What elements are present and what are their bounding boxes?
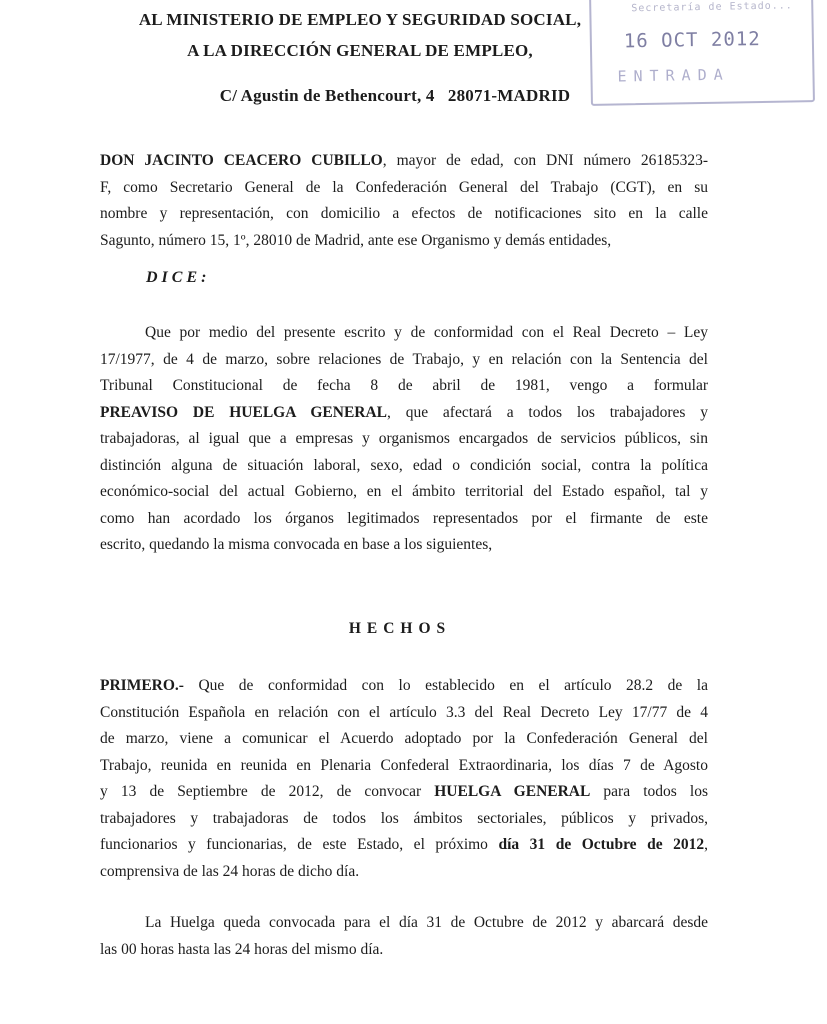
primero-line-1 xyxy=(100,673,708,700)
primero-line-7 xyxy=(100,832,708,859)
primero-line-5 xyxy=(100,779,708,806)
address-street: C/ Agustin de Bethencourt, 4 xyxy=(219,86,435,105)
body-paragraph xyxy=(100,320,708,559)
primero-line-4: Trabajo, reunida en reunida en Plenaria Confederal Extraordinaria, los días 7 de Agosto xyxy=(100,756,708,774)
body-line-2: 17/1977, de 4 de marzo, sobre relaciones de Trabajo, y en relación con la Sentencia del xyxy=(100,350,708,368)
stamp-date: 16 OCT 2012 xyxy=(623,27,761,53)
primero-line-7-pre: funcionarios y funcionarias, de este Estado, el próximo xyxy=(100,836,499,853)
body-line-6: distinción alguna de situación laboral, sexo, edad o condición social, contra la política xyxy=(100,456,708,474)
primero-label: PRIMERO.- xyxy=(100,677,184,694)
body-line-1: Que por medio del presente escrito y de conformidad con el Real Decreto – Ley xyxy=(145,324,708,341)
body-line-3: Tribunal Constitucional de fecha 8 de abril de 1981, vengo a formular xyxy=(100,377,708,394)
requester-name: DON JACINTO CEACERO CUBILLO xyxy=(100,152,383,169)
dice-heading: DICE: xyxy=(146,269,211,286)
intro-line-1-text: , mayor de edad, con DNI número 26185323- xyxy=(382,152,708,169)
body-line-7: económico-social del actual Gobierno, en el ámbito territorial del Estado español, tal y xyxy=(100,483,708,500)
intro-line-3: nombre y representación, con domicilio a efectos de notificaciones sito en la calle xyxy=(100,205,708,222)
intro-paragraph xyxy=(100,148,708,254)
primero-paragraph xyxy=(100,673,708,885)
hechos-heading: HECHOS xyxy=(348,620,452,637)
closing-line-1: La Huelga queda convocada para el día 31 de Octubre de 2012 y abarcará desde xyxy=(145,914,708,931)
general-strike-term: HUELGA GENERAL xyxy=(434,783,591,800)
body-line-5: trabajadoras, al igual que a empresas y organismos encargados de servicios públicos, sin xyxy=(100,430,708,447)
intro-line-1 xyxy=(100,148,708,175)
strike-date: día 31 de Octubre de 2012 xyxy=(498,836,705,853)
closing-line-2: las 00 horas hasta las 24 horas del mismo día. xyxy=(100,940,384,958)
strike-notice-term: PREAVISO DE HUELGA GENERAL xyxy=(100,403,388,421)
closing-paragraph xyxy=(100,910,708,963)
addressee-line-2: A LA DIRECCIÓN GENERAL DE EMPLEO, xyxy=(187,41,533,60)
intro-line-2: F, como Secretario General de la Confederación General del Trabajo (CGT), en su xyxy=(100,178,708,196)
primero-line-1-text: Que de conformidad con lo establecido en el artículo 28.2 de la xyxy=(183,677,708,694)
addressee-line-1: AL MINISTERIO DE EMPLEO Y SEGURIDAD SOCIAL, xyxy=(138,10,582,29)
body-line-4 xyxy=(100,400,708,427)
body-line-4-text: , que afectará a todos los trabajadores y xyxy=(387,403,709,421)
stamp-label: ENTRADA xyxy=(617,65,730,86)
entry-stamp xyxy=(589,0,815,106)
primero-line-7-post: , xyxy=(704,836,708,853)
intro-line-4: Sagunto, número 15, 1º, 28010 de Madrid, ante ese Organismo y demás entidades, xyxy=(100,231,612,249)
body-line-9: escrito, quedando la misma convocada en base a los siguientes, xyxy=(100,536,493,553)
primero-line-5-post: para todos los xyxy=(590,783,708,800)
primero-line-2: Constitución Española en relación con el artículo 3.3 del Real Decreto Ley 17/77 de 4 xyxy=(100,703,708,721)
address-postal: 28071-MADRID xyxy=(447,86,571,105)
primero-line-3: de marzo, viene a comunicar el Acuerdo adoptado por la Confederación General del xyxy=(100,730,708,747)
primero-line-5-pre: y 13 de Septiembre de 2012, de convocar xyxy=(100,783,435,800)
stamp-issuer-text: Secretaría de Estado... xyxy=(631,0,793,15)
primero-line-6: trabajadores y trabajadoras de todos los ámbitos sectoriales, públicos y privados, xyxy=(100,809,708,827)
body-line-8: como han acordado los órganos legitimados representados por el firmante de este xyxy=(100,509,708,527)
primero-line-8: comprensiva de las 24 horas de dicho día. xyxy=(100,862,360,880)
